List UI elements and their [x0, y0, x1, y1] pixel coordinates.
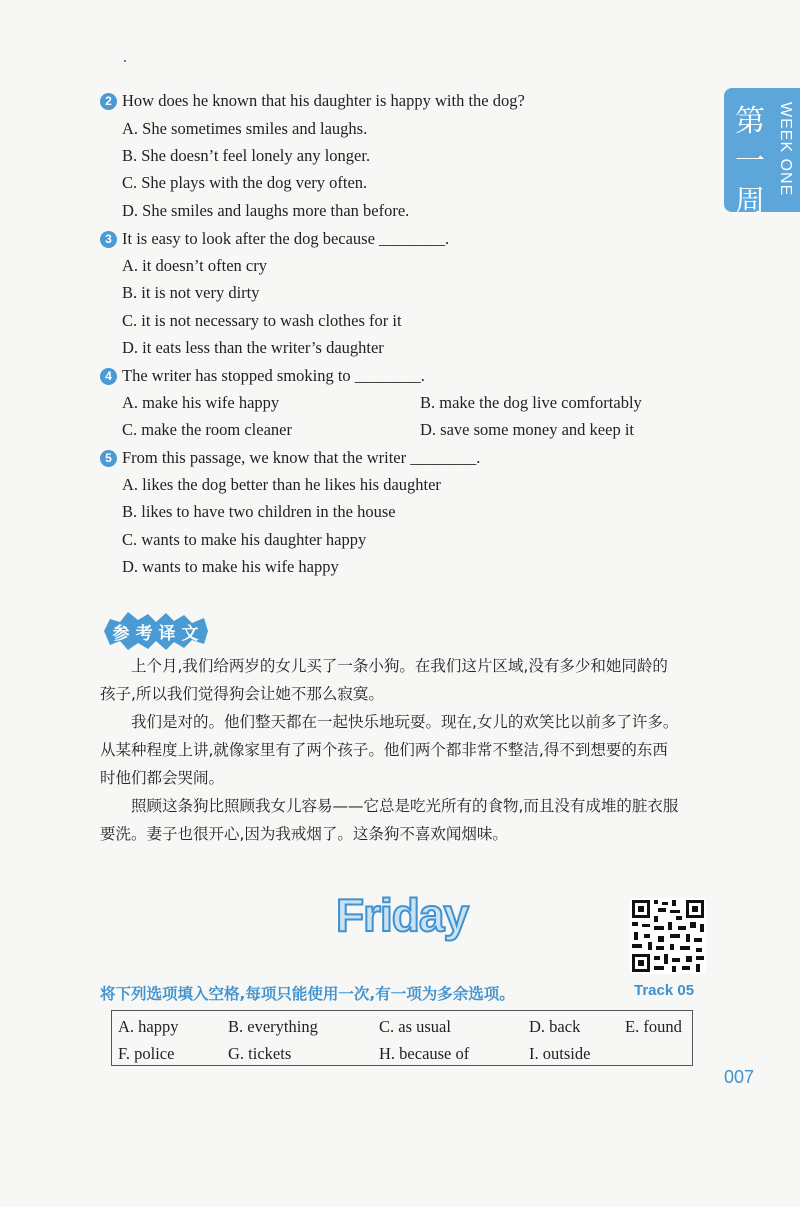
- translation-paragraph: 照顾这条狗比照顾我女儿容易——它总是吃光所有的食物,而且没有成堆的脏衣服要洗。妻子也很开心,因为我戒烟了。这条狗不喜欢闻烟味。: [100, 797, 679, 843]
- reference-translation-badge: [100, 610, 212, 652]
- question-text: From this passage, we know that the writer ________.: [122, 448, 481, 467]
- week-side-tab: [724, 88, 800, 219]
- week-tab-chinese: 第一周: [735, 104, 765, 219]
- option: A. it doesn’t often cry: [122, 256, 267, 275]
- option: B. make the dog live comfortably: [420, 393, 642, 412]
- word-bank-item: E. found: [625, 1017, 682, 1036]
- option: D. save some money and keep it: [420, 420, 634, 439]
- option: D. wants to make his wife happy: [122, 557, 339, 576]
- question-number-badge: 5: [100, 450, 117, 467]
- question-number-badge: 4: [100, 368, 117, 385]
- word-bank-item: I. outside: [529, 1044, 591, 1063]
- option: C. She plays with the dog very often.: [122, 173, 368, 192]
- option: B. it is not very dirty: [122, 283, 260, 302]
- option: C. it is not necessary to wash clothes for it: [122, 311, 402, 330]
- question-text: The writer has stopped smoking to ________.: [122, 366, 425, 385]
- option: D. She smiles and laughs more than before.: [122, 201, 410, 220]
- question-number-badge: 2: [100, 93, 117, 110]
- badge-char: 文: [181, 624, 199, 644]
- option: B. likes to have two children in the house: [122, 502, 396, 521]
- page-number: 007: [724, 1067, 755, 1087]
- word-bank-item: A. happy: [118, 1017, 179, 1036]
- word-bank-item: D. back: [529, 1017, 581, 1036]
- friday-title: Friday: [336, 889, 469, 941]
- option: A. make his wife happy: [122, 393, 280, 412]
- question-5: [100, 448, 480, 468]
- word-bank-box: [111, 1010, 693, 1066]
- word-bank-item: G. tickets: [228, 1044, 292, 1063]
- option: A. likes the dog better than he likes his daughter: [122, 475, 441, 494]
- question-text: How does he known that his daughter is happy with the dog?: [122, 91, 525, 110]
- option: B. She doesn’t feel lonely any longer.: [122, 146, 371, 165]
- word-bank-item: F. police: [118, 1044, 175, 1063]
- week-tab-english: WEEK ONE: [777, 102, 794, 197]
- word-bank-item: C. as usual: [379, 1017, 451, 1036]
- qr-code-icon[interactable]: [630, 898, 706, 979]
- badge-char: 译: [158, 624, 176, 644]
- question-3: [100, 229, 449, 249]
- question-number-badge: 3: [100, 231, 117, 248]
- question-4: [100, 366, 425, 386]
- option: A. She sometimes smiles and laughs.: [122, 119, 368, 138]
- question-2: [100, 91, 525, 111]
- translation-paragraph: 上个月,我们给两岁的女儿买了一条小狗。在我们这片区域,没有多少和她同龄的孩子,所以我们觉得狗会让她不那么寂寞。: [100, 657, 668, 703]
- badge-char: 考: [135, 624, 153, 644]
- word-bank-item: H. because of: [379, 1044, 470, 1063]
- option: C. make the room cleaner: [122, 420, 292, 439]
- translation-paragraph: 我们是对的。他们整天都在一起快乐地玩耍。现在,女儿的欢笑比以前多了许多。从某种程度上讲,就像家里有了两个孩子。他们两个都非常不整洁,得不到想要的东西时他们都会哭闹。: [100, 713, 679, 787]
- track-label: Track 05: [634, 982, 695, 999]
- badge-char: 参: [112, 624, 130, 644]
- word-bank-item: B. everything: [228, 1017, 318, 1036]
- stray-dot: [124, 60, 126, 62]
- option: C. wants to make his daughter happy: [122, 530, 367, 549]
- option: D. it eats less than the writer’s daughter: [122, 338, 384, 357]
- exercise-instruction: 将下列选项填入空格,每项只能使用一次,有一项为多余选项。: [100, 985, 515, 1003]
- question-text: It is easy to look after the dog because ________.: [122, 229, 450, 248]
